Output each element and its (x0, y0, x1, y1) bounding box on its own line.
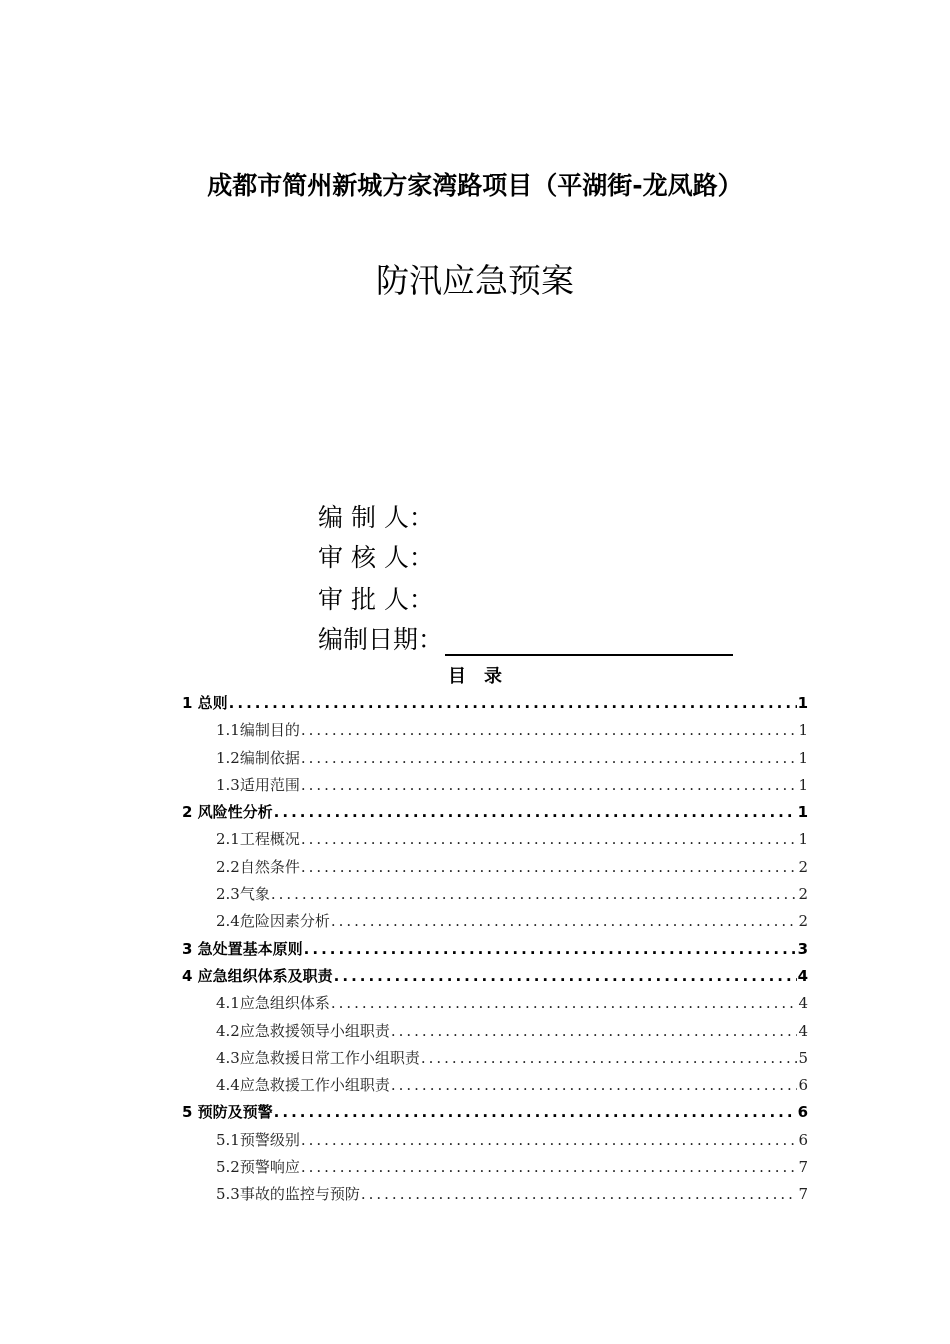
toc-entry[interactable] (182, 719, 808, 746)
toc-leader-dots (361, 1185, 798, 1203)
toc-entry[interactable] (182, 883, 808, 910)
toc-entry[interactable] (182, 1183, 808, 1210)
toc-leader-dots (391, 1076, 798, 1094)
toc-entry[interactable] (182, 910, 808, 937)
toc-leader-dots (271, 885, 798, 903)
toc-entry[interactable] (182, 1074, 808, 1101)
toc-entry[interactable] (182, 856, 808, 883)
toc-entry-label: 5.3事故的监控与预防 (216, 1185, 360, 1204)
toc-entry-page: 1 (797, 803, 808, 822)
toc-entry-label: 2.1工程概况 (216, 830, 300, 849)
project-title: 成都市简州新城方家湾路项目（平湖街-龙凤路） (207, 171, 743, 200)
toc-entry-label: 1.2编制依据 (216, 748, 300, 767)
toc-entry-label: 4 应急组织体系及职责 (182, 966, 333, 985)
toc-entry-page: 1 (798, 721, 808, 740)
toc-leader-dots (301, 1131, 798, 1149)
toc-entry[interactable] (182, 828, 808, 855)
toc-title: 目 录 (448, 666, 502, 687)
toc-entry[interactable] (182, 801, 808, 828)
document-title: 防汛应急预案 (376, 261, 574, 300)
toc-entry-label: 5.2预警响应 (216, 1158, 300, 1177)
toc-entry-page: 4 (798, 994, 808, 1013)
toc-entry-page: 1 (797, 694, 808, 712)
toc-entry-label: 1 总则 (182, 694, 228, 712)
toc-leader-dots (301, 858, 798, 876)
toc-entry-label: 2 风险性分析 (182, 803, 273, 822)
toc-entry[interactable] (182, 965, 808, 992)
toc-leader-dots (304, 940, 797, 958)
approver-field (318, 580, 434, 616)
toc-leader-dots (301, 749, 798, 767)
toc-entry[interactable] (182, 938, 808, 965)
compiler-field (318, 498, 434, 534)
toc-entry-label: 3 急处置基本原则 (182, 939, 303, 958)
toc-entry-page: 6 (798, 1076, 808, 1095)
toc-entry-page: 4 (797, 966, 808, 985)
toc-leader-dots (274, 803, 797, 821)
toc-leader-dots (331, 912, 798, 930)
toc-leader-dots (229, 694, 797, 712)
toc-leader-dots (301, 776, 798, 794)
toc-entry-page: 3 (797, 939, 808, 958)
toc-entry[interactable] (182, 1156, 808, 1183)
toc-entry-label: 4.3应急救援日常工作小组职责 (216, 1048, 420, 1067)
approver-label: 审 批 人： (318, 585, 434, 614)
toc-entry[interactable] (182, 774, 808, 801)
toc-entry-page: 7 (798, 1185, 808, 1204)
toc-entry[interactable] (182, 992, 808, 1019)
table-of-contents (182, 692, 808, 1211)
toc-entry[interactable] (182, 747, 808, 774)
toc-leader-dots (391, 1022, 798, 1040)
toc-entry-page: 1 (798, 830, 808, 849)
toc-entry-label: 1.3适用范围 (216, 775, 300, 794)
toc-leader-dots (334, 967, 797, 985)
toc-entry-label: 5.1预警级别 (216, 1130, 300, 1149)
toc-entry-page: 5 (798, 1048, 808, 1067)
toc-entry-label: 2.2自然条件 (216, 857, 300, 876)
toc-entry-label: 2.4危险因素分析 (216, 912, 330, 931)
toc-entry-page: 6 (798, 1130, 808, 1149)
toc-leader-dots (274, 1103, 797, 1121)
toc-entry-page: 7 (798, 1158, 808, 1177)
toc-entry[interactable] (182, 1020, 808, 1047)
toc-entry[interactable] (182, 1101, 808, 1128)
toc-entry-label: 5 预防及预警 (182, 1103, 273, 1122)
toc-entry-label: 4.1应急组织体系 (216, 994, 330, 1013)
toc-entry-page: 1 (798, 775, 808, 794)
toc-entry-page: 2 (798, 885, 808, 904)
toc-entry-page: 1 (798, 748, 808, 767)
toc-leader-dots (331, 994, 798, 1012)
date-underline (445, 632, 733, 656)
reviewer-field (318, 538, 434, 574)
toc-entry[interactable] (182, 1047, 808, 1074)
toc-leader-dots (301, 830, 798, 848)
toc-entry[interactable] (182, 1129, 808, 1156)
toc-entry-page: 6 (797, 1103, 808, 1122)
date-label: 编制日期： (318, 625, 444, 654)
date-field (318, 620, 733, 656)
toc-entry-label: 2.3气象 (216, 885, 270, 904)
toc-leader-dots (301, 1158, 798, 1176)
toc-entry-label: 4.4应急救援工作小组职责 (216, 1076, 390, 1095)
toc-entry-page: 4 (798, 1021, 808, 1040)
toc-entry-label: 1.1编制目的 (216, 721, 300, 740)
toc-entry-page: 2 (798, 912, 808, 931)
toc-leader-dots (421, 1049, 798, 1067)
toc-leader-dots (301, 721, 798, 739)
toc-entry-page: 2 (798, 857, 808, 876)
reviewer-label: 审 核 人： (318, 543, 434, 572)
toc-entry-label: 4.2应急救援领导小组职责 (216, 1021, 390, 1040)
toc-entry[interactable] (182, 692, 808, 719)
compiler-label: 编 制 人： (318, 503, 434, 532)
